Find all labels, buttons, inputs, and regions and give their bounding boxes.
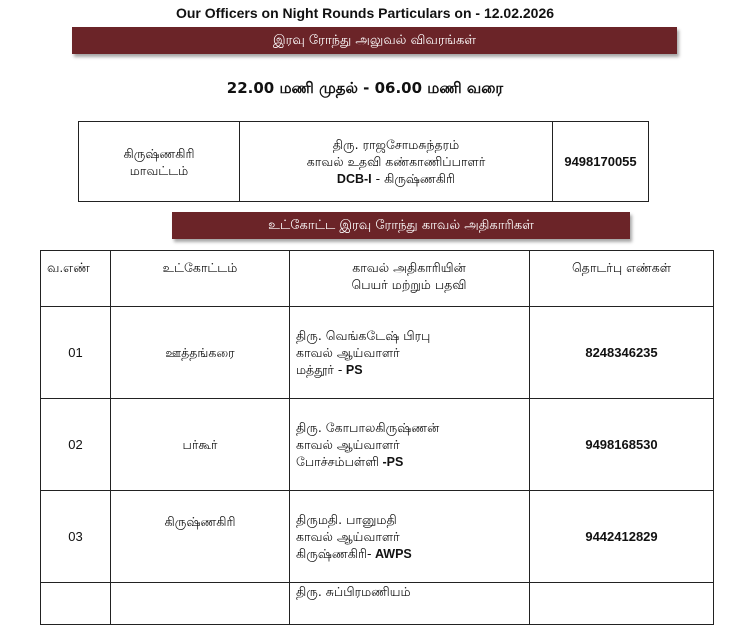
- district-officer-cell: [240, 122, 553, 202]
- district-label: மாவட்டம்: [129, 162, 189, 178]
- row-officer: [290, 399, 530, 491]
- header-officer: [290, 251, 530, 307]
- row-officer: [290, 307, 530, 399]
- station-name: மத்தூர் -: [296, 361, 343, 377]
- row-sno: 01: [41, 307, 111, 399]
- station-name: கிருஷ்ணகிரி-: [296, 545, 372, 561]
- row-phone: 9442412829: [530, 491, 714, 583]
- row-officer: [290, 583, 530, 625]
- row-officer-name: திரு. வெங்கடேஷ் பிரபு: [296, 327, 431, 343]
- station-name: போச்சம்பள்ளி: [296, 453, 380, 469]
- row-officer-designation: காவல் ஆய்வாளர்: [296, 528, 400, 544]
- unit-code: DCB-I: [336, 171, 372, 186]
- row-phone: [530, 583, 714, 625]
- header-officer-line1: காவல் அதிகாரியின்: [352, 260, 466, 275]
- unit-place: - கிருஷ்ணகிரி: [371, 170, 456, 186]
- row-sno: [41, 583, 111, 625]
- station-code: -PS: [379, 454, 404, 469]
- row-officer-station: [296, 545, 528, 563]
- row-officer-designation: காவல் ஆய்வாளர்: [296, 344, 400, 360]
- night-rounds-banner: இரவு ரோந்து அலுவல் விவரங்கள்: [72, 27, 677, 54]
- row-officer-name: திரு. கோபாலகிருஷ்ணன்: [296, 419, 440, 435]
- station-code: AWPS: [371, 546, 412, 561]
- sub-division-banner: உட்கோட்ட இரவு ரோந்து காவல் அதிகாரிகள்: [172, 212, 630, 239]
- header-officer-line2: பெயர் மற்றும் பதவி: [351, 277, 467, 292]
- row-officer-designation: காவல் ஆய்வாளர்: [296, 436, 400, 452]
- district-officer-table: [78, 121, 649, 202]
- row-officer-station: [296, 453, 528, 471]
- row-phone: 8248346235: [530, 307, 714, 399]
- table-row-partial: [41, 583, 714, 625]
- row-officer-name: திருமதி. பானுமதி: [296, 511, 397, 527]
- table-row: [41, 399, 714, 491]
- header-division: உட்கோட்டம்: [111, 251, 290, 307]
- row-sno: 03: [41, 491, 111, 583]
- row-division: கிருஷ்ணகிரி: [111, 491, 290, 583]
- officer-unit: [241, 170, 551, 188]
- header-sno: வ.எண்: [41, 251, 111, 307]
- row-officer-name: திரு. சுப்பிரமணியம்: [296, 584, 411, 599]
- district-officer-phone: 9498170055: [553, 122, 649, 202]
- row-division: [111, 583, 290, 625]
- district-cell: [79, 122, 240, 202]
- timing-text: 22.00 மணி முதல் - 06.00 மணி வரை: [226, 79, 504, 97]
- station-code: PS: [342, 362, 363, 377]
- row-officer: [290, 491, 530, 583]
- row-phone: 9498168530: [530, 399, 714, 491]
- officer-designation: காவல் உதவி கண்காணிப்பாளர்: [306, 153, 486, 169]
- row-officer-station: [296, 361, 528, 379]
- row-division: பர்கூர்: [111, 399, 290, 491]
- district-name: கிருஷ்ணகிரி: [123, 145, 195, 161]
- page-title: Our Officers on Night Rounds Particulars on - 12.02.2026: [175, 5, 555, 21]
- row-sno: 02: [41, 399, 111, 491]
- row-division: ஊத்தங்கரை: [111, 307, 290, 399]
- officer-name: திரு. ராஜசோமசுந்தரம்: [332, 136, 460, 152]
- table-row: [41, 491, 714, 583]
- table-row: [41, 307, 714, 399]
- table-header-row: [41, 251, 714, 307]
- district-officer-row: [79, 122, 649, 202]
- header-contact: தொடர்பு எண்கள்: [530, 251, 714, 307]
- sub-division-officers-table: [40, 250, 714, 625]
